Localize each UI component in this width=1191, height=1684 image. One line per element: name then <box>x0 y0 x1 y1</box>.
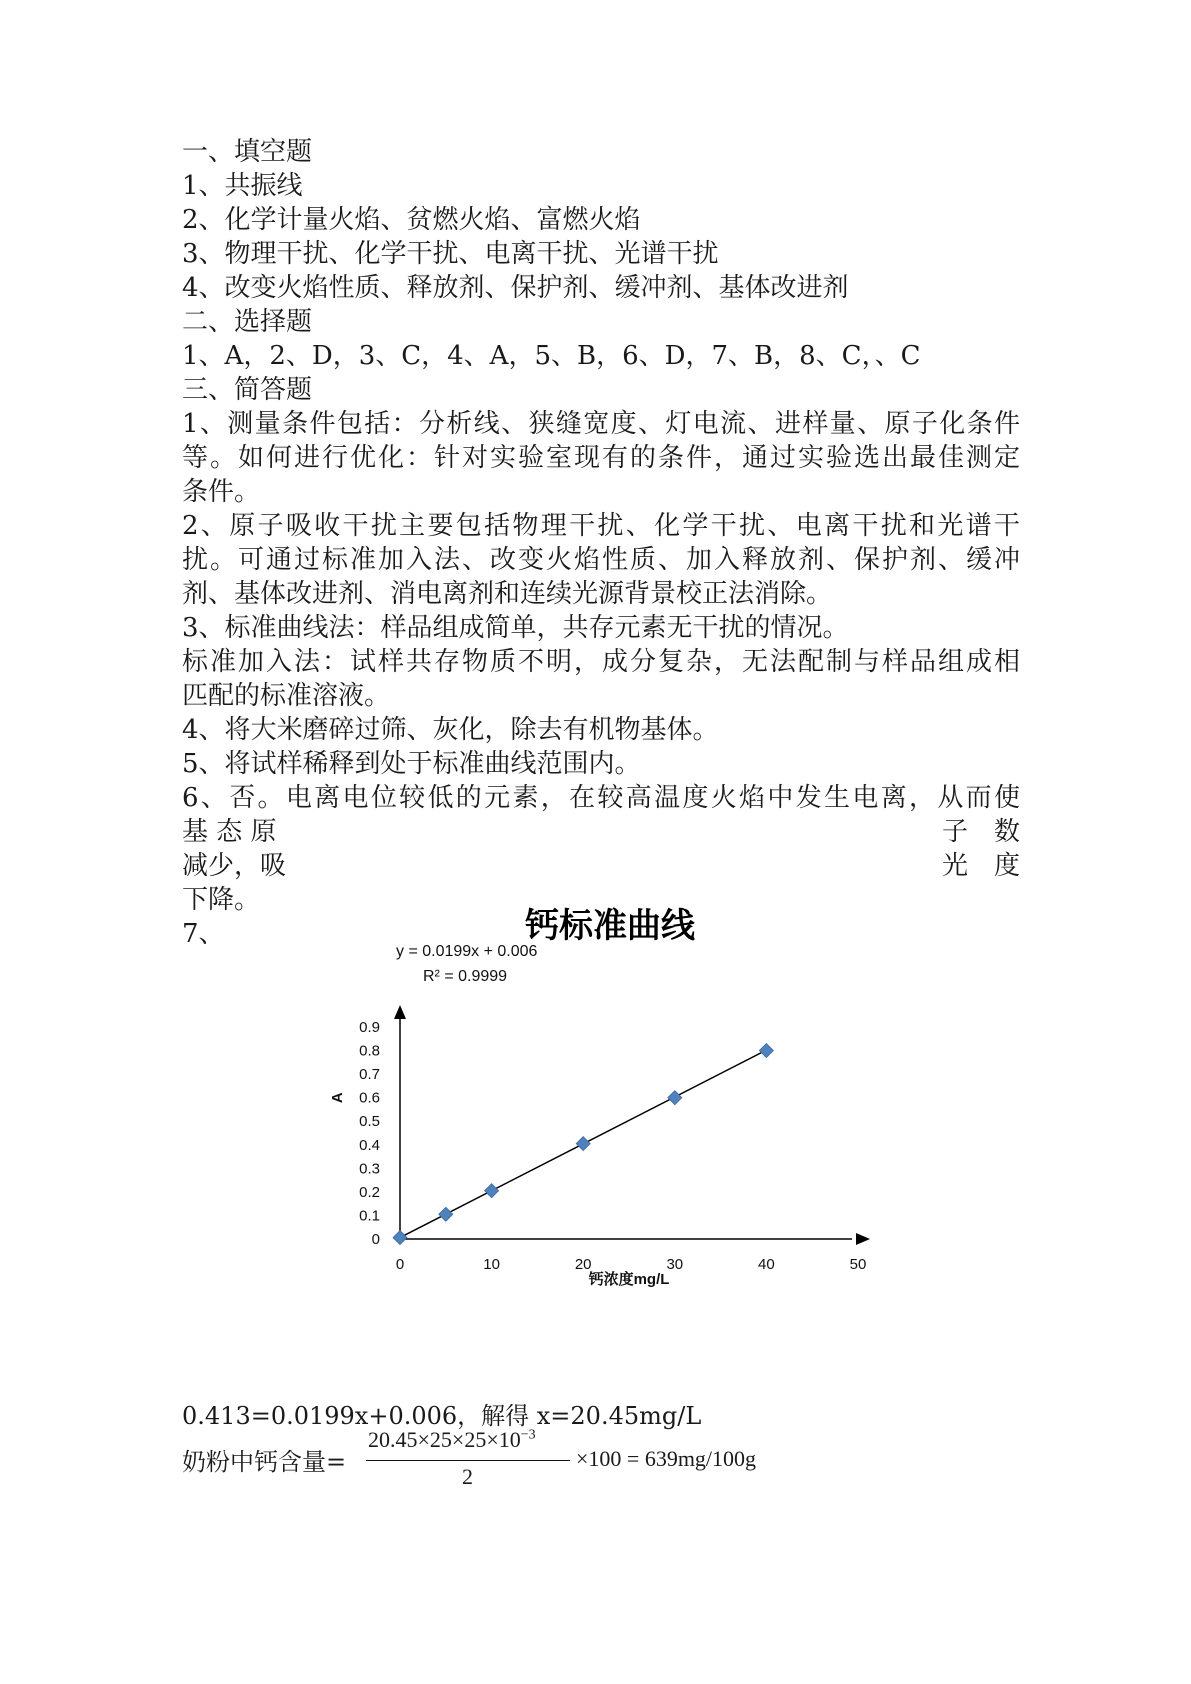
q6-line-3-right: 光 度 <box>941 851 1020 881</box>
x-tick-label: 10 <box>483 1256 500 1273</box>
section3-heading: 三、简答题 <box>182 375 313 405</box>
q1-line-1: 1、测量条件包括：分析线、狭缝宽度、灯电流、进样量、原子化条件 <box>182 409 1020 439</box>
q7-label: 7、 <box>182 919 225 949</box>
y-tick-label: 0.7 <box>359 1066 380 1084</box>
x-axis-arrow <box>856 1233 870 1245</box>
trend-equation: y = 0.0199x + 0.006 <box>396 943 538 960</box>
fill-answer-1: 1、共振线 <box>182 171 303 201</box>
q2-line-1: 2、原子吸收干扰主要包括物理干扰、化学干扰、电离干扰和光谱干 <box>182 511 1020 541</box>
q6-line-3-left: 减少，吸 <box>182 851 287 881</box>
data-points <box>393 1044 773 1245</box>
x-tick-label: 30 <box>666 1256 684 1273</box>
y-tick-labels <box>359 1019 380 1248</box>
fill-answer-4: 4、改变火焰性质、释放剂、保护剂、缓冲剂、基体改进剂 <box>182 273 849 303</box>
x-tick-label: 20 <box>574 1256 592 1273</box>
calc-result: ×100 = 639mg/100g <box>576 1446 757 1471</box>
section2-heading: 二、选择题 <box>182 307 313 337</box>
q5-line: 5、将试样稀释到处于标准曲线范围内。 <box>182 749 641 779</box>
fraction-bar <box>366 1460 570 1461</box>
q2-line-3: 剂、基体改进剂、消电离剂和连续光源背景校正法消除。 <box>182 579 833 609</box>
data-point-marker <box>439 1207 453 1221</box>
y-axis-arrow <box>394 1005 406 1019</box>
q3-line-2: 标准加入法：试样共存物质不明，成分复杂，无法配制与样品组成相 <box>182 647 1020 677</box>
x-tick-label: 40 <box>758 1256 775 1273</box>
data-point-marker <box>393 1231 407 1245</box>
q6-line-2-right: 子 数 <box>941 817 1020 847</box>
calc-prefix: 奶粉中钙含量= <box>182 1448 347 1476</box>
fill-answer-2: 2、化学计量火焰、贫燃火焰、富燃火焰 <box>182 205 641 235</box>
x-tick-label: 50 <box>849 1256 867 1273</box>
data-point-marker <box>668 1091 682 1105</box>
y-tick-label: 0.5 <box>359 1113 380 1131</box>
q6-line-2 <box>182 814 1020 850</box>
y-tick-label: 0.9 <box>359 1019 380 1036</box>
q1-line-2: 等。如何进行优化：针对实验室现有的条件，通过实验选出最佳测定 <box>182 443 1020 473</box>
y-axis-title-group <box>329 1092 346 1103</box>
y-tick-label: 0.8 <box>359 1042 380 1060</box>
q1-line-3: 条件。 <box>182 477 261 507</box>
choice-answers: 1、A，2、D，3、C，4、A，5、B，6、D，7、B，8、C，、C <box>182 341 921 371</box>
q2-line-2: 扰。可通过标准加入法、改变火焰性质、加入释放剂、保护剂、缓冲 <box>182 545 1020 575</box>
y-axis-title: A <box>329 1092 346 1104</box>
calcium-standard-curve-chart <box>290 895 910 1295</box>
x-tick-label: 0 <box>395 1256 405 1273</box>
calc-line-1: 0.413=0.0199x+0.006，解得 x=20.45mg/L <box>182 1402 702 1430</box>
fraction-denominator: 2 <box>462 1464 473 1489</box>
y-tick-label: 0.6 <box>359 1089 380 1107</box>
data-point-marker <box>485 1184 499 1198</box>
q6-line-2-left: 基 态 原 <box>182 817 277 847</box>
q6-line-4: 下降。 <box>182 885 261 915</box>
numerator-exponent: −3 <box>520 1427 536 1443</box>
y-tick-label: 0 <box>371 1231 380 1248</box>
fill-answer-3: 3、物理干扰、化学干扰、电离干扰、光谱干扰 <box>182 239 719 269</box>
fraction-numerator <box>368 1427 536 1453</box>
y-tick-label: 0.3 <box>359 1160 380 1178</box>
y-tick-label: 0.2 <box>359 1183 380 1201</box>
q3-line-1: 3、标准曲线法：样品组成简单，共存元素无干扰的情况。 <box>182 613 849 643</box>
x-axis-title: 钙浓度mg/L <box>588 1271 670 1288</box>
q3-line-3: 匹配的标准溶液。 <box>182 681 391 711</box>
y-tick-label: 0.4 <box>359 1136 380 1154</box>
data-point-marker <box>759 1044 773 1058</box>
numerator-text: 20.45×25×25×10 <box>368 1427 521 1452</box>
chart-title: 钙标准曲线 <box>525 906 695 946</box>
q6-line-3 <box>182 848 1020 884</box>
r-squared: R² = 0.9999 <box>423 968 508 985</box>
section1-heading: 一、填空题 <box>182 137 313 167</box>
y-tick-label: 0.1 <box>359 1207 380 1225</box>
data-point-marker <box>576 1137 590 1151</box>
q4-line: 4、将大米磨碎过筛、灰化，除去有机物基体。 <box>182 715 719 745</box>
q6-line-1: 6、否。电离电位较低的元素，在较高温度火焰中发生电离，从而使 <box>182 783 1020 813</box>
